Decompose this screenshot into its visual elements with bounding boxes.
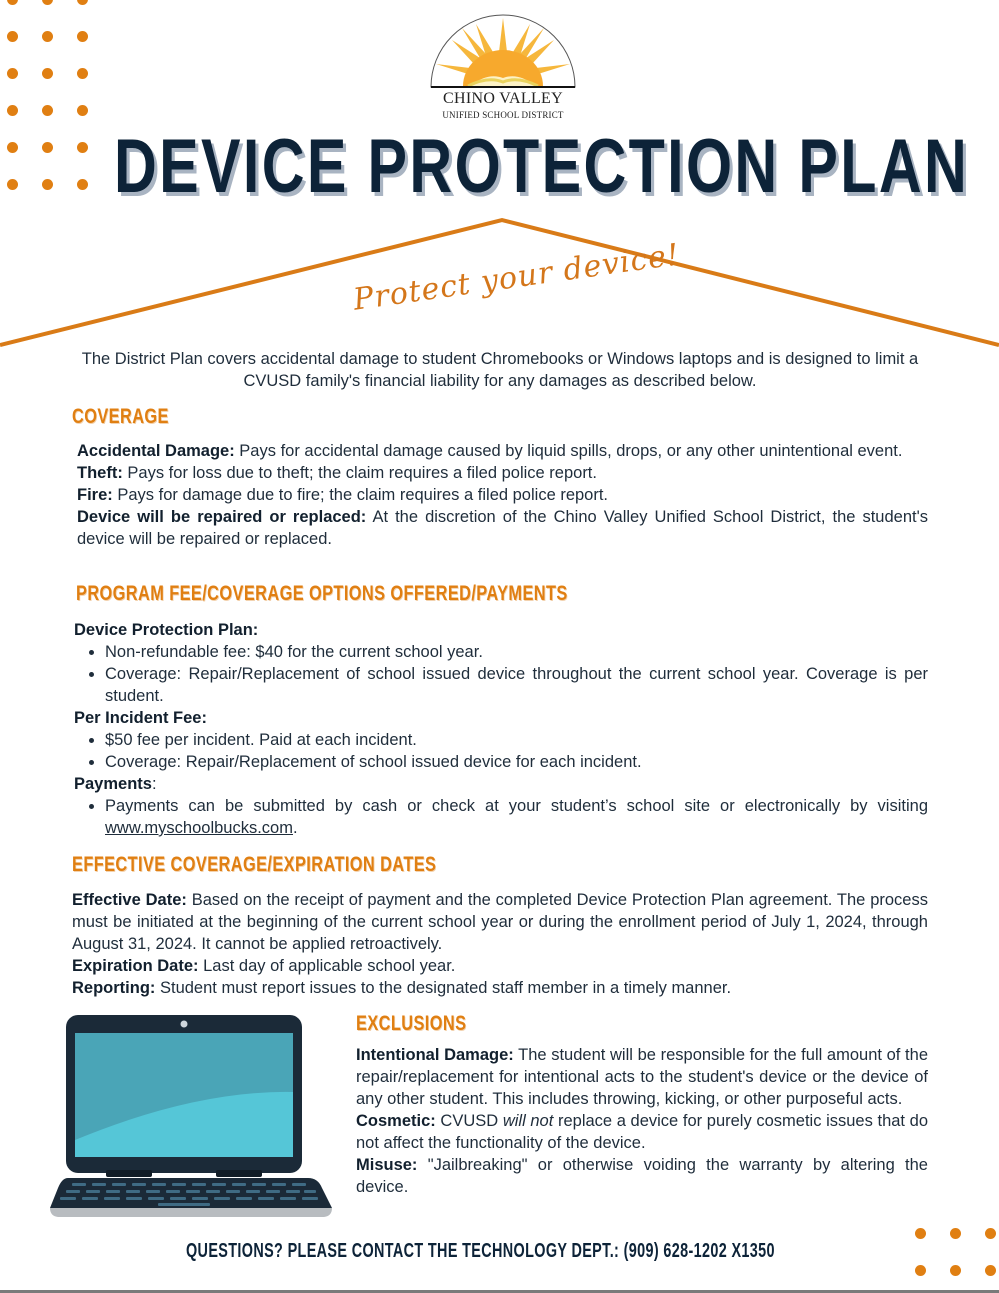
contact-footer: QUESTIONS? PLEASE CONTACT THE TECHNOLOGY DEPT.: (909) 628-1202 X1350 [186,1240,775,1262]
list-item: • $50 fee per incident. Paid at each incident. [105,729,928,751]
myschoolbucks-link[interactable]: www.myschoolbucks.com [105,819,293,837]
list-item: • Payments can be submitted by cash or check at your student’s school site or electronically by visiting www.myschoolbucks.com. [105,795,928,839]
payments-bullets [74,795,928,839]
section-heading-program-fee: PROGRAM FEE/COVERAGE OPTIONS OFFERED/PAYMENTS [76,582,568,605]
district-name: CHINO VALLEY [443,90,563,107]
tagline: Protect your device! [351,237,682,318]
decorative-dots-top-left [7,0,91,190]
plan-label: Device Protection Plan: [74,621,259,639]
page-title: DEVICE PROTECTION PLAN [114,124,970,209]
exclusion-item: Cosmetic: CVUSD will not replace a device for purely cosmetic issues that do not affect the functionality of the device. [356,1112,929,1152]
district-logo [428,12,578,124]
exclusion-item: Intentional Damage: The student will be responsible for the full amount of the repair/replacement for intentional acts to the student's device or the device of any other student. This includes throwing, kicking, or other purposeful acts. [356,1046,928,1108]
coverage-item: Theft: Pays for loss due to theft; the claim requires a filed police report. [77,464,597,482]
dates-item: Expiration Date: Last day of applicable school year. [72,957,456,975]
decorative-dots-bottom-right [915,1228,999,1276]
plan-bullets [74,641,928,707]
sun-book-icon [428,12,578,92]
coverage-section [77,440,928,550]
intro-text: The District Plan covers accidental damage to student Chromebooks or Windows laptops and is designed to limit a CVUSD family's financial liability for any damages as described below. [81,350,919,390]
section-heading-exclusions: EXCLUSIONS [356,1012,467,1035]
section-heading-coverage: COVERAGE [72,405,169,428]
list-item: • Coverage: Repair/Replacement of school issued device for each incident. [105,751,928,773]
list-item: • Coverage: Repair/Replacement of school issued device throughout the current school year. Coverage is per student. [105,663,928,707]
incident-label: Per Incident Fee: [74,709,207,727]
coverage-item: Accidental Damage: Pays for accidental damage caused by liquid spills, drops, or any other unintentional event. [77,442,903,460]
laptop-illustration-icon [46,1012,334,1220]
section-heading-dates: EFFECTIVE COVERAGE/EXPIRATION DATES [72,853,437,876]
incident-bullets [74,729,928,773]
list-item: • Non-refundable fee: $40 for the current school year. [105,641,928,663]
program-fee-section [74,619,928,839]
payments-label: Payments: [74,775,157,793]
district-subtitle: UNIFIED SCHOOL DISTRICT [442,110,564,120]
dates-section [72,889,928,999]
exclusions-section [356,1044,928,1198]
coverage-item: Device will be repaired or replaced: At the discretion of the Chino Valley Unified School District, the student's device will be repaired or replaced. [77,508,928,548]
coverage-item: Fire: Pays for damage due to fire; the claim requires a filed police report. [77,486,609,504]
dates-item: Reporting: Student must report issues to the designated staff member in a timely manner. [72,979,732,997]
dates-item: Effective Date: Based on the receipt of payment and the completed Device Protection Plan agreement. The process must be initiated at the beginning of the current school year or during the enrollment period of July 1, 2024, through August 31, 2024. It cannot be applied retroactively. [72,891,928,953]
exclusion-item: Misuse: "Jailbreaking" or otherwise voiding the warranty by altering the device. [356,1156,928,1196]
